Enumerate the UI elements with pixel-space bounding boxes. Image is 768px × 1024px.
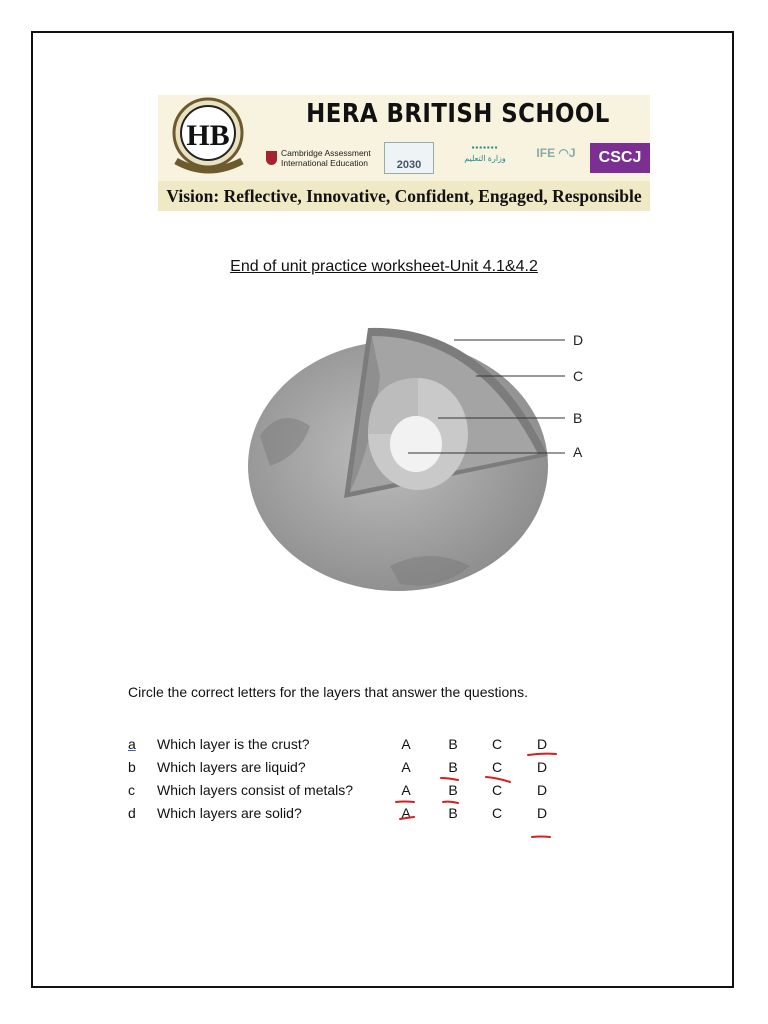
banner-top xyxy=(158,95,650,181)
option-d[interactable]: D xyxy=(536,782,548,798)
svg-text:HB: HB xyxy=(186,119,230,152)
questions-list xyxy=(128,736,588,828)
option-d[interactable]: D xyxy=(536,805,548,821)
option-b[interactable]: B xyxy=(448,759,458,775)
question-text: Which layers are solid? xyxy=(157,805,302,821)
school-header-banner xyxy=(158,95,650,211)
question-row-d xyxy=(128,805,588,828)
ifecj-logo: IFE ◠J xyxy=(536,146,576,160)
vision-2030-logo xyxy=(384,143,436,173)
cscj-logo xyxy=(590,143,650,173)
question-letter: a xyxy=(128,736,136,752)
school-name: HERA BRITISH SCHOOL xyxy=(306,99,610,129)
option-b[interactable]: B xyxy=(448,805,458,821)
question-row-a xyxy=(128,736,588,759)
option-a[interactable]: A xyxy=(401,759,411,775)
question-row-c xyxy=(128,782,588,805)
option-d[interactable]: D xyxy=(536,736,548,752)
ministry-logo: ▪▪▪▪▪▪▪ وزارة التعليم xyxy=(450,143,522,173)
cambridge-logo xyxy=(266,143,384,173)
option-d[interactable]: D xyxy=(536,759,548,775)
cambridge-shield-icon xyxy=(266,151,277,165)
option-c[interactable]: C xyxy=(491,805,503,821)
option-a[interactable]: A xyxy=(401,782,411,798)
ministry-text: وزارة التعليم xyxy=(464,154,506,163)
question-letter: d xyxy=(128,805,136,821)
instruction-text: Circle the correct letters for the layers that answer the questions. xyxy=(128,684,528,700)
option-a[interactable]: A xyxy=(401,736,411,752)
cambridge-line2: International Education xyxy=(281,158,368,168)
question-text: Which layers are liquid? xyxy=(157,759,306,775)
option-c[interactable]: C xyxy=(491,782,503,798)
earth-layers-diagram xyxy=(240,316,600,596)
label-a: A xyxy=(573,444,583,460)
option-b[interactable]: B xyxy=(448,782,458,798)
ifecj-text: IFE xyxy=(536,146,556,160)
question-text: Which layers consist of metals? xyxy=(157,782,354,798)
earth-cutaway-svg xyxy=(240,316,600,596)
question-letter: b xyxy=(128,759,136,775)
option-c[interactable]: C xyxy=(491,736,503,752)
label-c: C xyxy=(573,368,584,384)
school-logo xyxy=(162,95,258,181)
vision-statement: Vision: Reflective, Innovative, Confident, Engaged, Responsible xyxy=(166,186,642,206)
layer-a-inner-core xyxy=(390,416,442,472)
cambridge-line1: Cambridge Assessment xyxy=(281,148,371,158)
worksheet-title: End of unit practice worksheet-Unit 4.1&4.2 xyxy=(230,258,538,275)
partner-logos xyxy=(262,139,650,177)
cscj-text: CSCJ xyxy=(590,143,650,173)
label-b: B xyxy=(573,410,583,426)
vision-2030-text: 2030 xyxy=(384,142,434,174)
question-letter: c xyxy=(128,782,135,798)
option-b[interactable]: B xyxy=(448,736,458,752)
question-text: Which layer is the crust? xyxy=(157,736,310,752)
option-a[interactable]: A xyxy=(401,805,411,821)
label-d: D xyxy=(573,332,584,348)
option-c[interactable]: C xyxy=(491,759,503,775)
vision-bar xyxy=(158,181,650,211)
question-row-b xyxy=(128,759,588,782)
